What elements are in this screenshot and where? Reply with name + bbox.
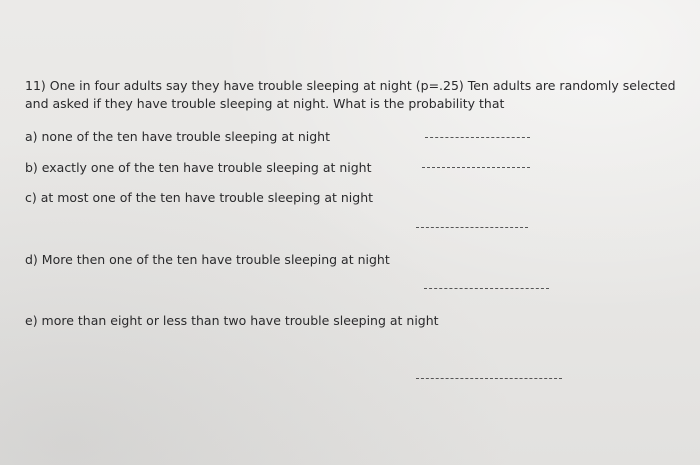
- question-text-line-1: 11) One in four adults say they have trouble sleeping at night (p=.25) Ten adults are randomly selected: [25, 78, 676, 93]
- part-a-text: a) none of the ten have trouble sleeping at night: [25, 129, 331, 144]
- part-d-text: d) More then one of the ten have trouble sleeping at night: [25, 252, 390, 267]
- part-e-text: e) more than eight or less than two have trouble sleeping at night: [25, 313, 439, 328]
- part-c-text: c) at most one of the ten have trouble sleeping at night: [25, 190, 374, 205]
- part-a-answer-blank: [425, 137, 530, 138]
- part-c-answer-blank: [416, 227, 528, 228]
- question-text-line-2: and asked if they have trouble sleeping at night. What is the probability that: [25, 96, 505, 111]
- part-b-text: b) exactly one of the ten have trouble sleeping at night: [25, 160, 372, 175]
- part-e-answer-blank: [416, 378, 562, 379]
- part-d-answer-blank: [424, 288, 549, 289]
- part-b-answer-blank: [422, 167, 530, 168]
